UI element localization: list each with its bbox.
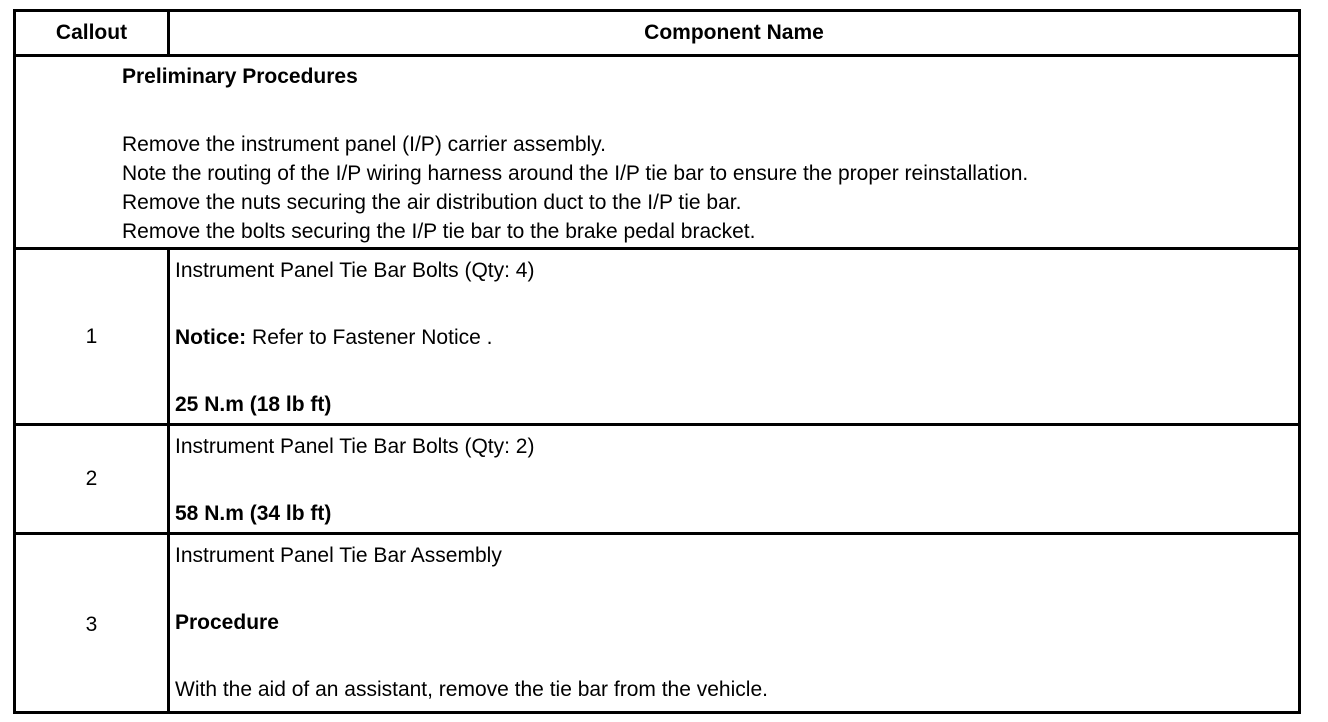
procedure-text: With the aid of an assistant, remove the tie bar from the vehicle. (175, 678, 768, 701)
header-callout: Callout (16, 12, 170, 54)
notice-label: Notice: (175, 326, 247, 349)
preliminary-step: Remove the bolts securing the I/P tie bar to the brake pedal bracket. (122, 220, 756, 243)
header-component-name: Component Name (644, 21, 824, 44)
procedure-label: Procedure (175, 611, 279, 634)
component-name: Instrument Panel Tie Bar Bolts (Qty: 4) (175, 259, 535, 282)
row-content (175, 535, 1290, 714)
component-name: Instrument Panel Tie Bar Bolts (Qty: 2) (175, 435, 535, 458)
notice-text: Refer to Fastener Notice . (246, 326, 493, 349)
preliminary-step: Remove the instrument panel (I/P) carrier assembly. (122, 133, 606, 156)
preliminary-steps (122, 130, 1028, 246)
torque-spec: 25 N.m (18 lb ft) (175, 393, 332, 416)
preliminary-title: Preliminary Procedures (122, 65, 358, 88)
table-header (16, 12, 1298, 57)
preliminary-procedures (16, 57, 1298, 247)
component-table (13, 9, 1301, 714)
preliminary-step: Remove the nuts securing the air distribution duct to the I/P tie bar. (122, 191, 742, 214)
row-content (175, 426, 1290, 532)
row-content (175, 250, 1290, 423)
row-callout: 2 (16, 426, 170, 532)
row-callout: 3 (16, 535, 170, 714)
table-row (16, 532, 1298, 714)
preliminary-step: Note the routing of the I/P wiring harness around the I/P tie bar to ensure the proper reinstallation. (122, 162, 1029, 185)
torque-spec: 58 N.m (34 lb ft) (175, 502, 332, 525)
row-callout: 1 (16, 250, 170, 423)
table-row (16, 423, 1298, 532)
component-name: Instrument Panel Tie Bar Assembly (175, 544, 502, 567)
notice-line (175, 326, 492, 350)
table-row (16, 247, 1298, 423)
